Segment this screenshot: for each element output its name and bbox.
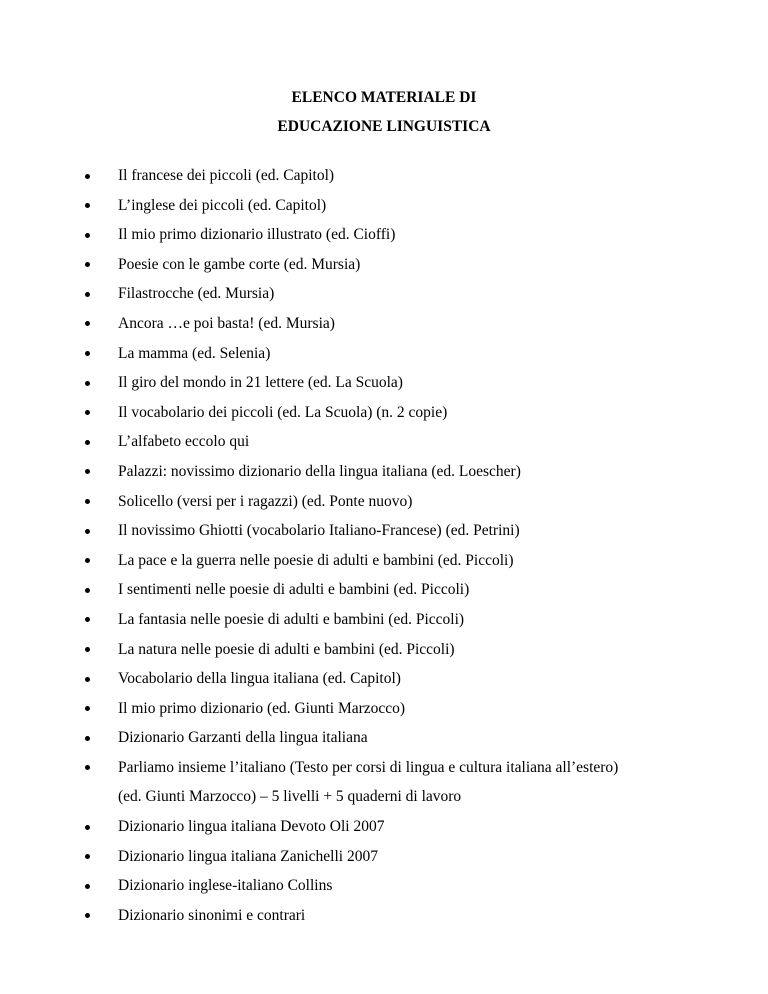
- bullet-icon: [85, 706, 90, 711]
- list-item: [0, 725, 768, 750]
- list-item: [0, 844, 768, 869]
- bullet-icon: [85, 292, 90, 297]
- bullet-icon: [85, 321, 90, 326]
- bullet-icon: [85, 854, 90, 859]
- list-item-text: Poesie con le gambe corte (ed. Mursia): [118, 255, 361, 273]
- list-item-text: Dizionario sinonimi e contrari: [118, 906, 306, 924]
- bullet-icon: [85, 884, 90, 889]
- list-item: [0, 222, 768, 247]
- list-item: [0, 193, 768, 218]
- document-title-line-1: ELENCO MATERIALE DI: [291, 89, 477, 106]
- list-item: [0, 873, 768, 898]
- list-item: [0, 696, 768, 721]
- list-item: [0, 341, 768, 366]
- list-item-text: Ancora …e poi basta! (ed. Mursia): [118, 314, 335, 332]
- bullet-icon: [85, 825, 90, 830]
- list-item: [0, 370, 768, 395]
- list-item: [0, 489, 768, 514]
- bullet-icon: [85, 262, 90, 267]
- list-item-text: Dizionario Garzanti della lingua italiana: [118, 729, 368, 747]
- list-item: [0, 814, 768, 839]
- bullet-icon: [85, 765, 90, 770]
- list-item-text: Solicello (versi per i ragazzi) (ed. Ponte nuovo): [118, 492, 413, 510]
- list-item: [0, 666, 768, 691]
- list-item-text: La mamma (ed. Selenia): [118, 344, 271, 362]
- list-item: [0, 577, 768, 602]
- list-item: [0, 637, 768, 662]
- bullet-icon: [85, 913, 90, 918]
- list-item: [0, 163, 768, 188]
- list-item: [0, 548, 768, 573]
- list-item-text: Filastrocche (ed. Mursia): [118, 285, 275, 303]
- bullet-icon: [85, 617, 90, 622]
- bullet-icon: [85, 499, 90, 504]
- list-item: [0, 755, 768, 810]
- bullet-icon: [85, 647, 90, 652]
- list-item-text: Dizionario inglese-italiano Collins: [118, 877, 333, 895]
- list-item: [0, 252, 768, 277]
- bullet-icon: [85, 736, 90, 741]
- list-item-text-continuation: (ed. Giunti Marzocco) – 5 livelli + 5 quaderni di lavoro: [118, 788, 462, 806]
- list-item-text: Il francese dei piccoli (ed. Capitol): [118, 167, 335, 184]
- list-item: [0, 281, 768, 306]
- list-item-text: La natura nelle poesie di adulti e bambini (ed. Piccoli): [118, 640, 455, 658]
- bullet-icon: [85, 351, 90, 356]
- list-item: [0, 311, 768, 336]
- list-item: [0, 400, 768, 425]
- list-item: [0, 518, 768, 543]
- bullet-icon: [85, 440, 90, 445]
- bullet-icon: [85, 410, 90, 415]
- bullet-icon: [85, 677, 90, 682]
- bullet-icon: [85, 558, 90, 563]
- bullet-icon: [85, 588, 90, 593]
- list-item-text: Il novissimo Ghiotti (vocabolario Italiano-Francese) (ed. Petrini): [118, 522, 520, 540]
- bullet-icon: [85, 381, 90, 386]
- list-item: [0, 903, 768, 928]
- list-item: [0, 429, 768, 454]
- list-item-text: La pace e la guerra nelle poesie di adulti e bambini (ed. Piccoli): [118, 551, 514, 569]
- list-item: [0, 459, 768, 484]
- bullet-icon: [85, 174, 90, 179]
- list-item-text: Parliamo insieme l’italiano (Testo per corsi di lingua e cultura italiana all’estero): [118, 758, 619, 776]
- bullet-icon: [85, 469, 90, 474]
- bullet-icon: [85, 529, 90, 534]
- list-item-text: Il mio primo dizionario (ed. Giunti Marzocco): [118, 699, 406, 717]
- list-item-text: Dizionario lingua italiana Zanichelli 2007: [118, 847, 378, 865]
- list-item: [0, 607, 768, 632]
- bullet-icon: [85, 233, 90, 238]
- list-item-text: L’alfabeto eccolo qui: [118, 433, 250, 451]
- list-item-text: L’inglese dei piccoli (ed. Capitol): [118, 196, 327, 214]
- list-item-text: Dizionario lingua italiana Devoto Oli 2007: [118, 818, 385, 836]
- list-item-text: Vocabolario della lingua italiana (ed. Capitol): [118, 670, 401, 688]
- list-item-text: I sentimenti nelle poesie di adulti e bambini (ed. Piccoli): [118, 581, 470, 599]
- list-item-text: La fantasia nelle poesie di adulti e bambini (ed. Piccoli): [118, 610, 465, 628]
- document-title-line-2: EDUCAZIONE LINGUISTICA: [277, 118, 491, 135]
- material-list: [0, 163, 768, 932]
- list-item-text: Il giro del mondo in 21 lettere (ed. La Scuola): [118, 374, 403, 392]
- bullet-icon: [85, 203, 90, 208]
- list-item-text: Il mio primo dizionario illustrato (ed. Cioffi): [118, 226, 396, 244]
- list-item-text: Il vocabolario dei piccoli (ed. La Scuola) (n. 2 copie): [118, 403, 448, 421]
- list-item-text: Palazzi: novissimo dizionario della lingua italiana (ed. Loescher): [118, 462, 521, 480]
